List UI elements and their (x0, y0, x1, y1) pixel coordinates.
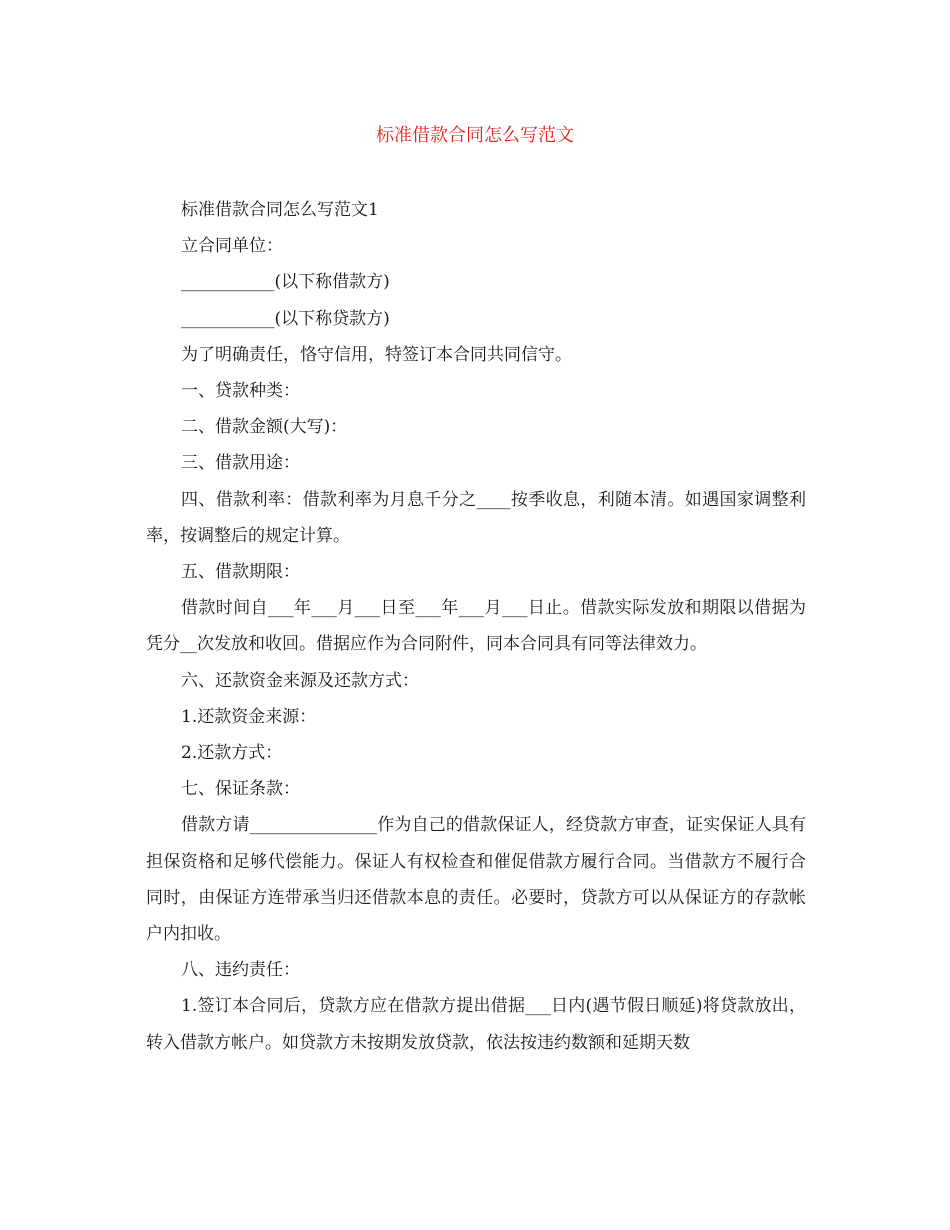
lender-line: ___________(以下称贷款方) (181, 308, 390, 329)
paragraph: 立合同单位： (181, 236, 283, 257)
clause-paragraph: 借款方请_______________作为自己的借款保证人，经贷款方审查，证实保证人具有担保资格和足够代偿能力。保证人有权检查和催促借款方履行合同。当借款方不履行合同时，由保证方连带承当归还借款本息的责任。必要时，贷款方可以从保证方的存款帐户内扣收。 (146, 815, 806, 945)
clause-paragraph: 四、借款利率：借款利率为月息千分之____按季收息，利随本清。如遇国家调整利率，按调整后的规定计算。 (146, 489, 806, 546)
clause-heading: 六、还款资金来源及还款方式： (181, 670, 419, 691)
document-body (146, 192, 806, 1061)
clause-heading: 七、保证条款： (181, 779, 300, 800)
clause-heading: 三、借款用途： (181, 453, 300, 474)
clause-heading: 五、借款期限： (181, 562, 300, 583)
clause-heading: 二、借款金额(大写)： (181, 417, 348, 438)
clause-paragraph: 借款时间自___年___月___日至___年___月___日止。借款实际发放和期限以借据为凭分__次发放和收回。借据应作为合同附件，同本合同具有同等法律效力。 (146, 598, 806, 655)
clause-heading: 八、违约责任： (181, 960, 300, 981)
sub-clause: 2.还款方式： (181, 743, 283, 764)
paragraph: 为了明确责任，恪守信用，特签订本合同共同信守。 (181, 344, 572, 365)
section-heading: 标准借款合同怎么写范文1 (181, 200, 379, 220)
document-title: 标准借款合同怎么写范文 (376, 125, 574, 146)
borrower-line: ___________(以下称借款方) (181, 272, 390, 293)
sub-clause: 1.签订本合同后，贷款方应在借款方提出借据___日内(遇节假日顺延)将贷款放出，转入借款方帐户。如贷款方未按期发放贷款，依法按违约数额和延期天数 (146, 996, 806, 1053)
clause-heading: 一、贷款种类： (181, 381, 300, 402)
sub-clause: 1.还款资金来源： (181, 706, 317, 727)
